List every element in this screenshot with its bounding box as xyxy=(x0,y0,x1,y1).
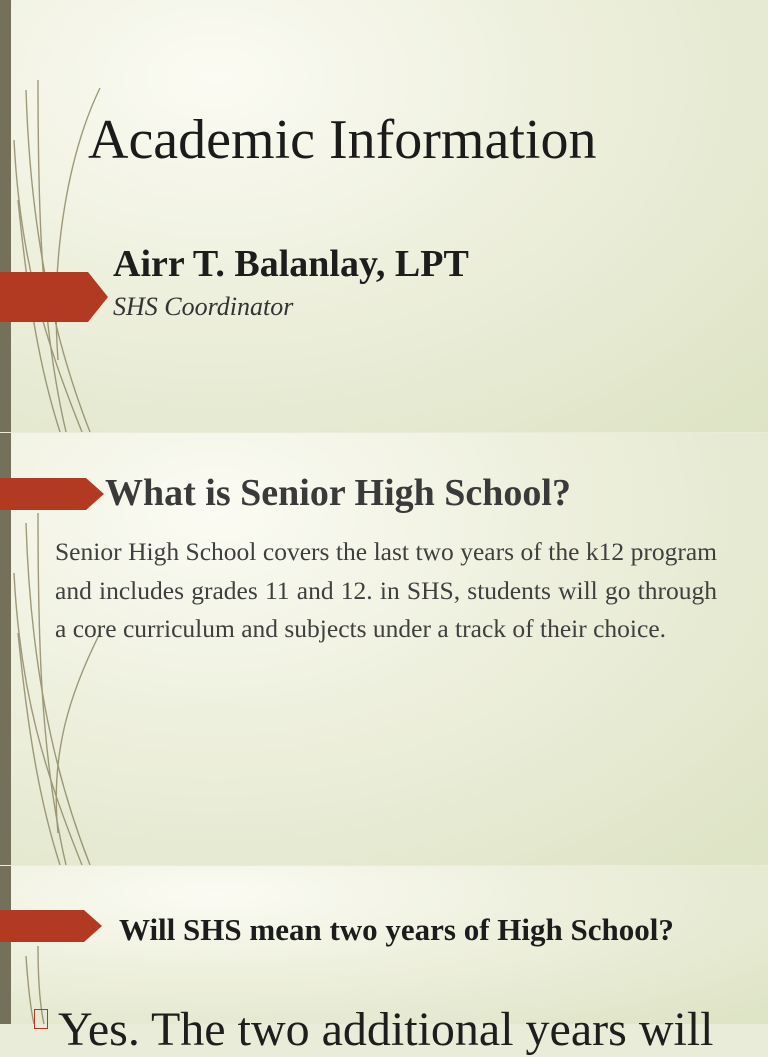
accent-tab xyxy=(0,478,104,510)
slide-left-bar xyxy=(0,433,11,865)
slide-title: Academic Information xyxy=(88,109,597,171)
presenter-role: SHS Coordinator xyxy=(113,292,294,321)
slide-title: Will SHS mean two years of High School? xyxy=(119,912,674,947)
decorative-swoosh xyxy=(0,0,140,432)
accent-tab xyxy=(0,910,102,942)
slide-1 xyxy=(0,0,768,432)
accent-tab xyxy=(0,272,108,322)
bullet-icon xyxy=(34,1009,48,1029)
slide-3 xyxy=(0,866,768,1056)
presenter-name: Airr T. Balanlay, LPT xyxy=(113,243,469,285)
slide-title: What is Senior High School? xyxy=(105,472,571,514)
slide-body-text: Yes. The two additional years will xyxy=(58,1003,714,1056)
slide-body-text: Senior High School covers the last two years of the k12 program and includes grades 11 and 12. in SHS, students will go through a core curriculum and subjects under a track of their choice. xyxy=(55,537,717,643)
slide-left-bar xyxy=(0,866,11,1024)
slide-left-bar xyxy=(0,0,11,432)
slide-2 xyxy=(0,433,768,865)
